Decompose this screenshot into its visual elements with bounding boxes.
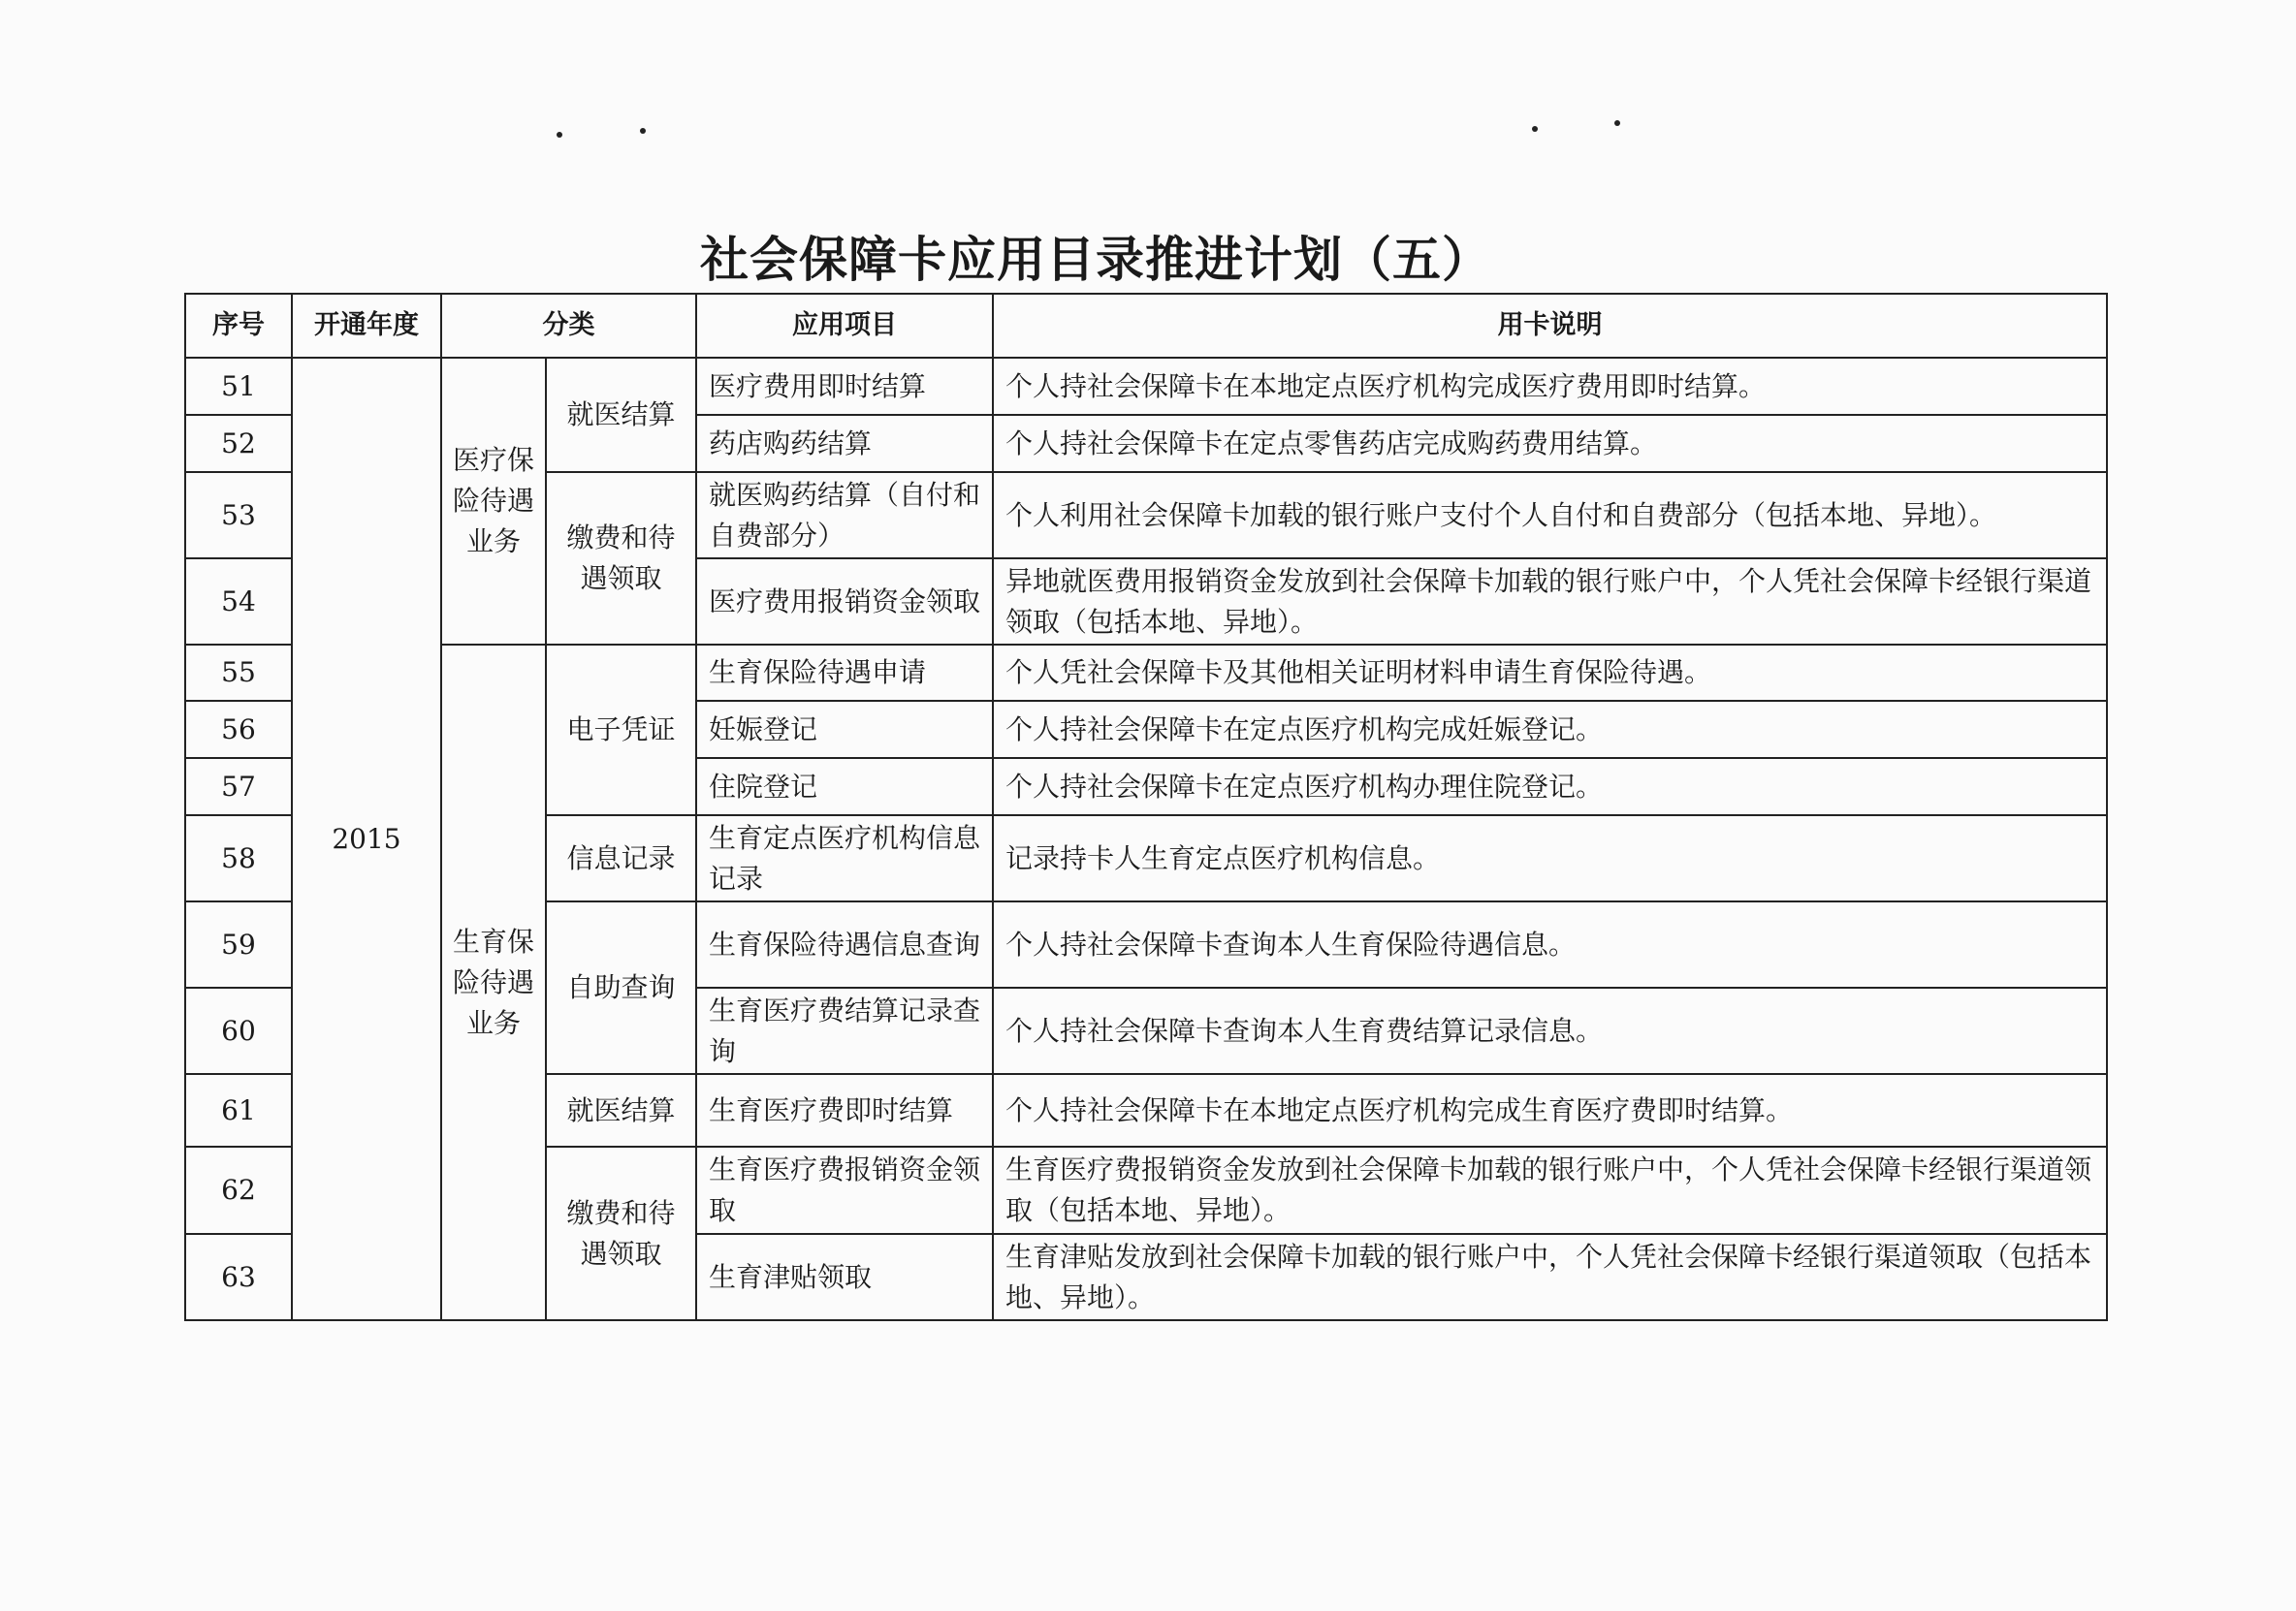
page-title: 社会保障卡应用目录推进计划（五） [700,231,1491,288]
application-item: 医疗费用即时结算 [696,358,993,415]
row-number: 56 [185,701,292,758]
header-year: 开通年度 [292,294,441,358]
application-item: 医疗费用报销资金领取 [696,558,993,645]
application-item: 生育医疗费结算记录查询 [696,988,993,1074]
open-year: 2015 [292,358,441,1320]
row-number: 61 [185,1074,292,1147]
scan-dot [640,128,646,134]
subcategory-self-query: 自助查询 [546,901,696,1074]
card-usage-desc: 个人持社会保障卡查询本人生育保险待遇信息。 [993,901,2107,988]
row-number: 59 [185,901,292,988]
subcategory-medical-settle: 就医结算 [546,358,696,472]
application-item: 生育保险待遇申请 [696,645,993,701]
row-number: 62 [185,1147,292,1234]
table-header-row [185,294,2107,358]
row-number: 51 [185,358,292,415]
card-usage-desc: 个人持社会保障卡在定点零售药店完成购药费用结算。 [993,415,2107,472]
header-desc: 用卡说明 [993,294,2107,358]
scan-dot [557,132,562,138]
row-number: 58 [185,815,292,901]
subcategory-medical-payment: 缴费和待遇领取 [546,472,696,645]
application-item: 住院登记 [696,758,993,815]
card-usage-desc: 个人持社会保障卡在定点医疗机构办理住院登记。 [993,758,2107,815]
row-number: 53 [185,472,292,558]
category-medical: 医疗保险待遇业务 [441,358,546,645]
card-usage-desc: 异地就医费用报销资金发放到社会保障卡加载的银行账户中，个人凭社会保障卡经银行渠道领取（包括本地、异地）。 [993,558,2107,645]
card-usage-desc: 个人持社会保障卡在本地定点医疗机构完成生育医疗费即时结算。 [993,1074,2107,1147]
row-number: 55 [185,645,292,701]
card-usage-desc: 个人持社会保障卡查询本人生育费结算记录信息。 [993,988,2107,1074]
application-item: 生育保险待遇信息查询 [696,901,993,988]
card-usage-desc: 个人凭社会保障卡及其他相关证明材料申请生育保险待遇。 [993,645,2107,701]
application-item: 生育定点医疗机构信息记录 [696,815,993,901]
card-usage-desc: 个人利用社会保障卡加载的银行账户支付个人自付和自费部分（包括本地、异地）。 [993,472,2107,558]
application-table [184,293,2108,1321]
card-usage-desc: 生育医疗费报销资金发放到社会保障卡加载的银行账户中，个人凭社会保障卡经银行渠道领取（包括本地、异地）。 [993,1147,2107,1234]
scan-dot [1614,120,1620,126]
row-number: 60 [185,988,292,1074]
row-number: 63 [185,1234,292,1320]
header-item: 应用项目 [696,294,993,358]
table-row [185,358,2107,415]
card-usage-desc: 个人持社会保障卡在定点医疗机构完成妊娠登记。 [993,701,2107,758]
scan-dot [1532,126,1538,132]
subcategory-electronic: 电子凭证 [546,645,696,815]
application-item: 生育医疗费即时结算 [696,1074,993,1147]
category-maternity: 生育保险待遇业务 [441,645,546,1320]
card-usage-desc: 记录持卡人生育定点医疗机构信息。 [993,815,2107,901]
table-row [185,645,2107,701]
application-item: 生育医疗费报销资金领取 [696,1147,993,1234]
subcategory-maternity-settle: 就医结算 [546,1074,696,1147]
row-number: 54 [185,558,292,645]
application-item: 就医购药结算（自付和自费部分） [696,472,993,558]
card-usage-desc: 个人持社会保障卡在本地定点医疗机构完成医疗费用即时结算。 [993,358,2107,415]
card-usage-desc: 生育津贴发放到社会保障卡加载的银行账户中，个人凭社会保障卡经银行渠道领取（包括本地、异地）。 [993,1234,2107,1320]
row-number: 52 [185,415,292,472]
application-item: 妊娠登记 [696,701,993,758]
header-category: 分类 [441,294,696,358]
application-item: 药店购药结算 [696,415,993,472]
row-number: 57 [185,758,292,815]
header-seq: 序号 [185,294,292,358]
subcategory-info-record: 信息记录 [546,815,696,901]
application-item: 生育津贴领取 [696,1234,993,1320]
subcategory-maternity-payment: 缴费和待遇领取 [546,1147,696,1320]
